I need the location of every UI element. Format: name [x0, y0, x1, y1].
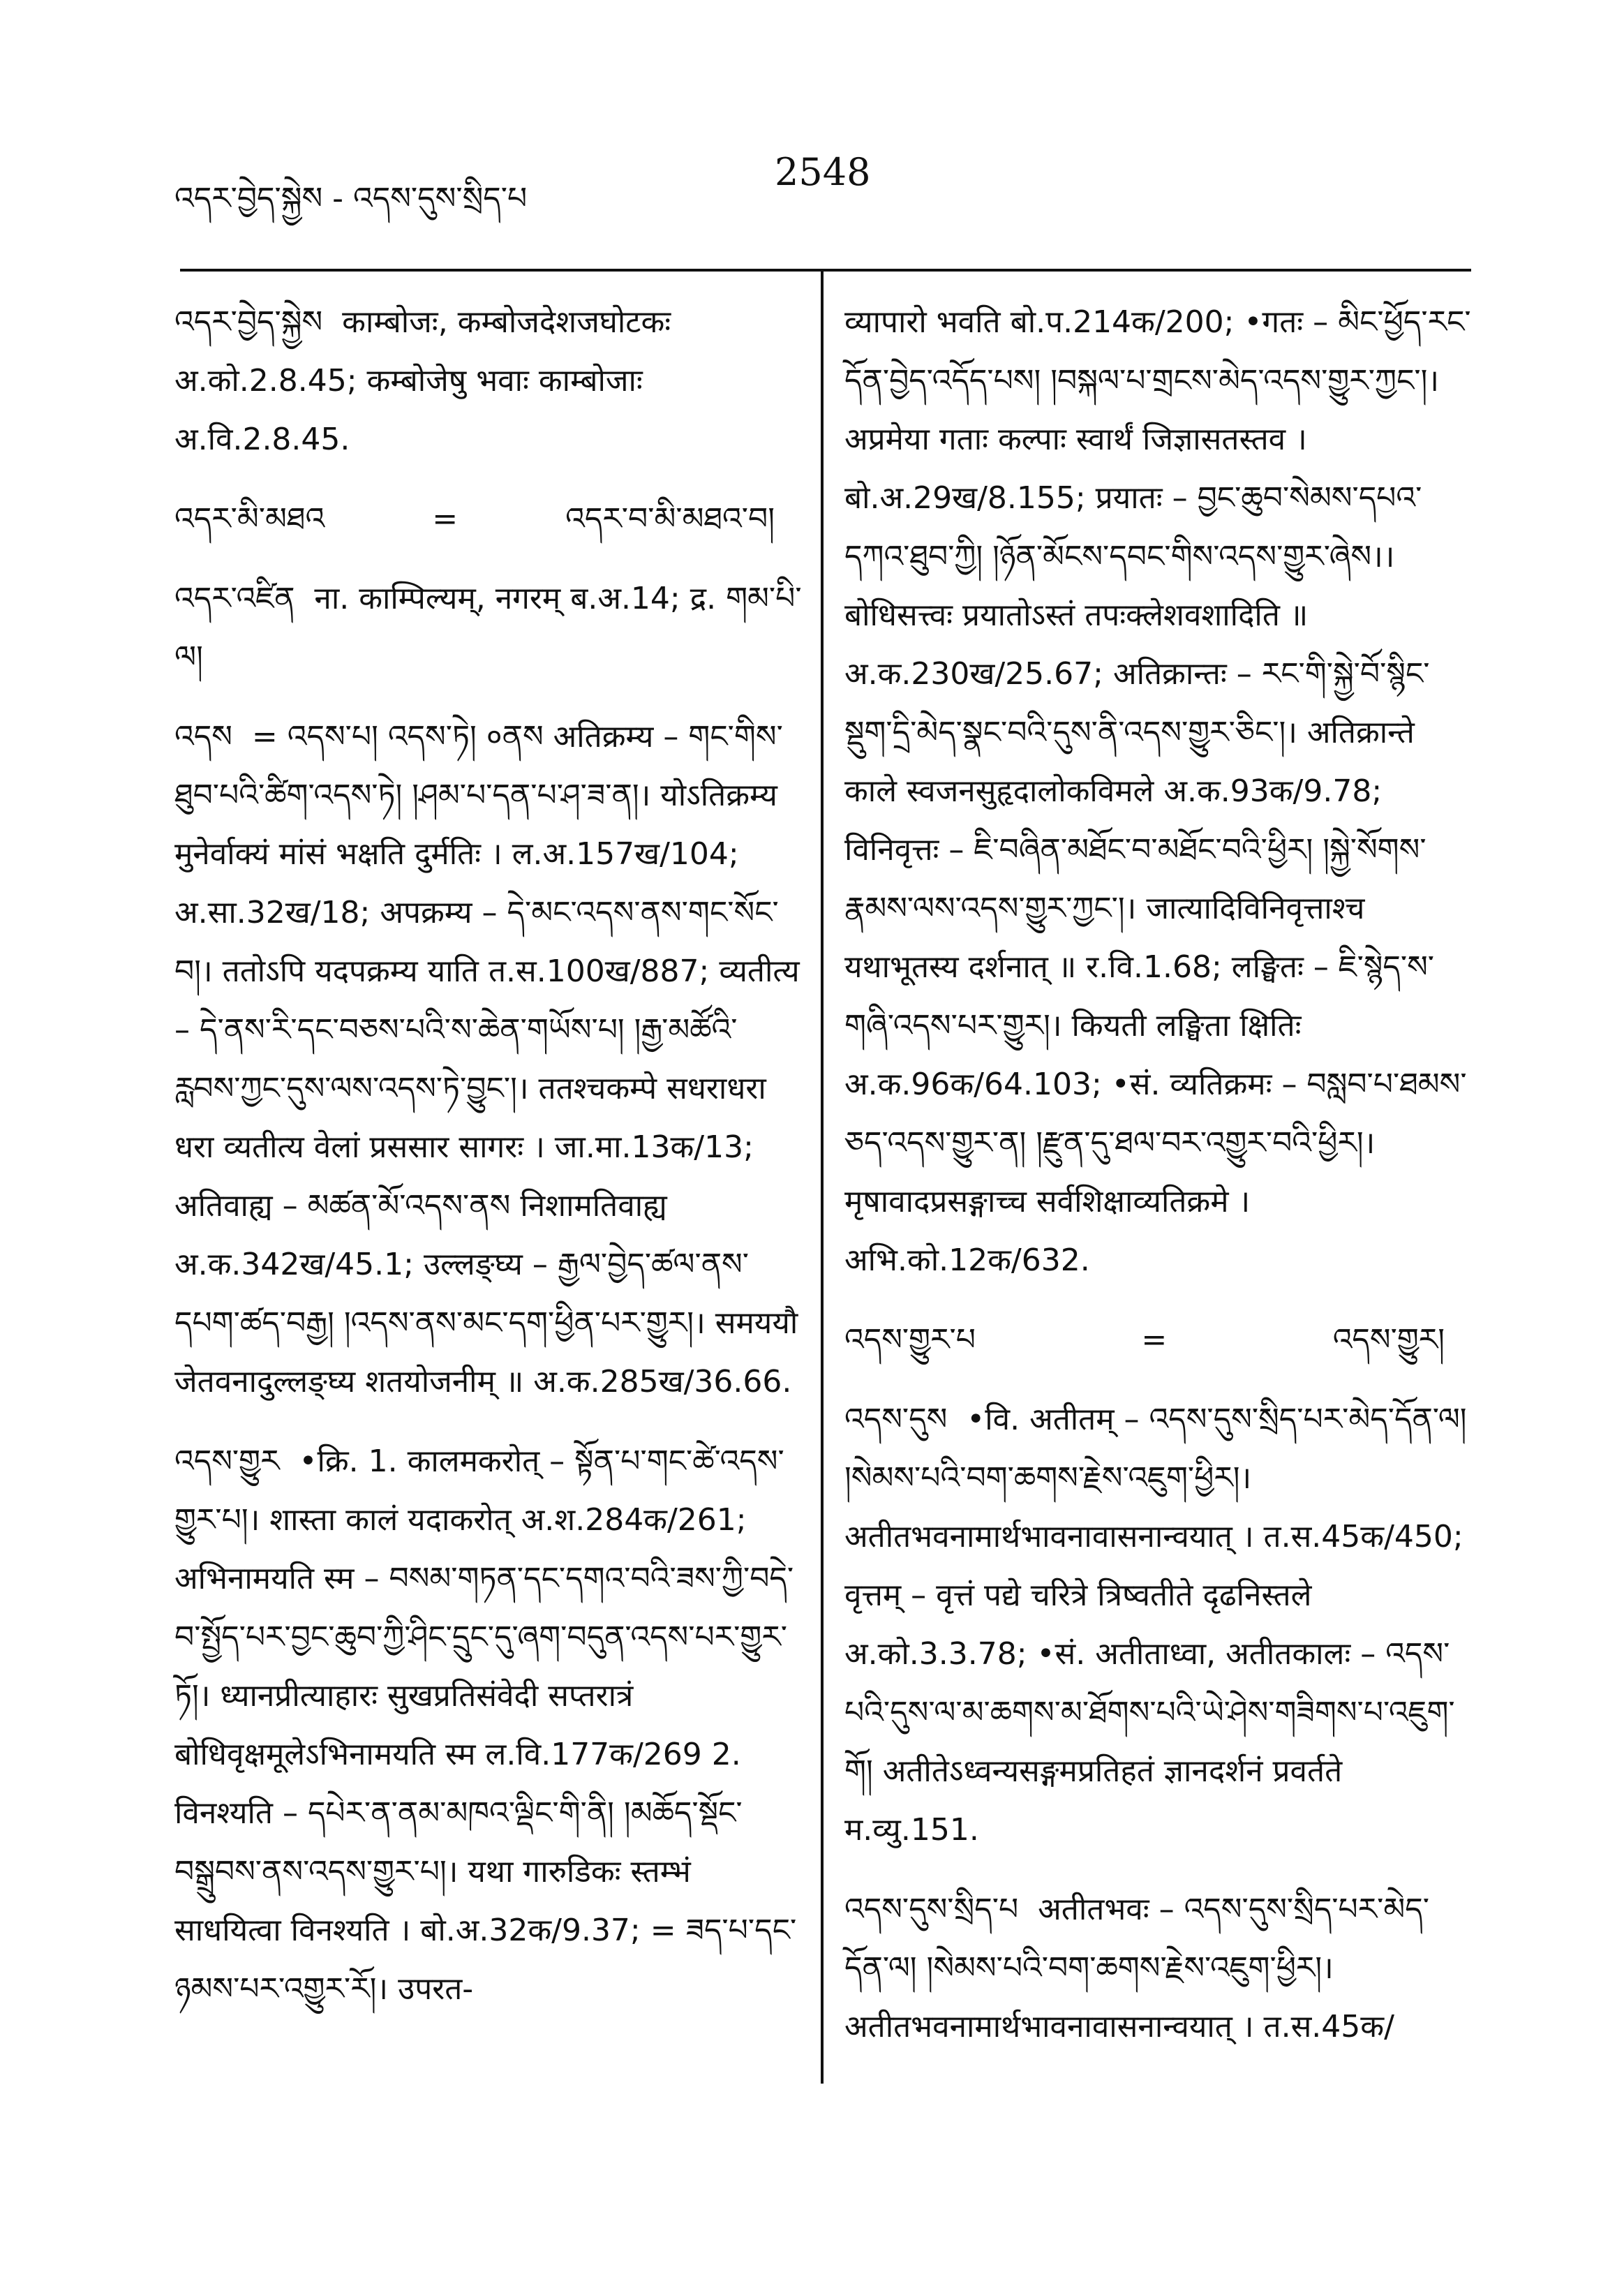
entry-text: ना. काम्पिल्यम्, नगरम् ब.अ.14; द्र. གམ་པི་ལ། — [174, 581, 802, 675]
entry-text: •क्रि. 1. कालमकरोत् – སྟོན་པ་གང་ཚེ་འདས་གྱུར་པ།। शास्ता कालं यदाकरोत् अ.श.284क/261; अभिनामयति स्म – བསམ་གཏན་དང་དགའ་བའི་ཟས་ཀྱི་བདེ་བ་སྤྱོད་པར་བྱང་ཆུབ་ཀྱི་ཤིང་དྲུང་དུ་ཞག་བདུན་འདས་པར་གྱུར་ཏོ།। ध्यानप्रीत्याहारः सुखप्रतिसंवेदी सप्तरात्रं बोधिवृक्षमूलेऽभिनामयति स्म ल.वि.177क/269 2. विनश्यति – དཔེར་ན་ནམ་མཁའ་ལྡིང་གི་ནི། །མཆོད་སྡོང་བསྒྲུབས་ནས་འདས་གྱུར་པ།। यथा गारुडिकः स्तम्भं साधयित्वा विनश्यति । बो.अ.32क/9.37; = ཟད་པ་དང་ཉམས་པར་འགྱུར་རོ།। उपरत- — [174, 1444, 797, 2007]
entry-headword: འདར་མི་མཐའ — [174, 501, 325, 537]
page-number: 2548 — [775, 150, 871, 194]
entry-continuation — [844, 293, 1473, 1290]
entry-headword: འདས་གྱུར — [174, 1444, 280, 1479]
column-divider — [821, 269, 824, 2084]
running-head: འདར་བྱེད་སྐྱེས - འདས་དུས་སྲིད་པ — [174, 181, 528, 216]
dictionary-entry — [844, 1880, 1473, 2056]
entry-headword: འདར་འཛིན — [174, 581, 295, 616]
entry-text: अतीतभवः – འདས་དུས་སྲིད་པར་མེད་དོན་ལ། །སེམས་པའི་བག་ཆགས་རྗེས་འཇུག་ཕྱིར།। अतीतभवनामार्थभावनावासनान्वयात् । त.स.45क/ — [844, 1892, 1430, 2045]
header-rule — [180, 269, 1471, 272]
dictionary-entry — [174, 570, 803, 687]
dictionary-entry — [844, 1390, 1473, 1860]
xref-target: འདར་བ་མི་མཐའ་བ། — [565, 501, 775, 537]
entry-text: व्यापारो भवति बो.प.214क/200; •गतः – མིང་ཕྱོད་རང་དོན་བྱེད་འདོད་པས། །བསྐལ་པ་གྲངས་མེད་འདས་གྱུར་ཀྱང་།। अप्रमेया गताः कल्पाः स्वार्थं जिज्ञासतस्तव । बो.अ.29ख/8.155; प्रयातः – བྱང་ཆུབ་སེམས་དཔའ་དཀའ་ཐུབ་ཀྱི། །ཉོན་མོངས་དབང་གིས་འདས་གྱུར་ཞེས।। बोधिसत्त्वः प्रयातोऽस्तं तपःक्लेशवशादिति ॥ अ.क.230ख/25.67; अतिक्रान्तः – རང་གི་སྐྱེ་བོ་སྙིང་སྡུག་དྲི་མེད་སྣང་བའི་དུས་ནི་འདས་གྱུར་ཅིང་།। अतिक्रान्ते काले स्वजनसुहृदालोकविमले अ.क.93क/9.78; विनिवृत्तः – ཇི་བཞིན་མཐོང་བ་མཐོང་བའི་ཕྱིར། །སྐྱེ་སོགས་རྣམས་ལས་འདས་གྱུར་ཀྱང་།। जात्यादिविनिवृत्ताश्च यथाभूतस्य दर्शनात् ॥ र.वि.1.68; लङ्घितः – ཇི་སྙེད་ས་གཞི་འདས་པར་གྱུར།। कियती लङ्घिता क्षितिः अ.क.96क/64.103; •सं. व्यतिक्रमः – བསླབ་པ་ཐམས་ཅད་འདས་གྱུར་ན། །རྫུན་དུ་ཐལ་བར་འགྱུར་བའི་ཕྱིར།। मृषावादप्रसङ्गाच्च सर्वशिक्षाव्यतिक्रमे । अभि.को.12क/632. — [844, 304, 1471, 1278]
entry-headword: འདས་དུས་སྲིད་པ — [844, 1892, 1019, 1927]
xref-target: འདས་གྱུར། — [1332, 1322, 1445, 1358]
cross-reference-entry — [174, 490, 803, 549]
entry-headword: འདར་བྱེད་སྐྱེས — [174, 304, 323, 340]
dictionary-entry — [174, 708, 803, 1411]
entry-headword: འདས་གྱུར་པ — [844, 1322, 976, 1358]
entry-headword: འདས་དུས — [844, 1402, 948, 1437]
cross-reference-entry — [844, 1311, 1473, 1370]
entry-text: काम्बोजः, कम्बोजदेशजघोटकः अ.को.2.8.45; कम्बोजेषु भवाः काम्बोजाः अ.वि.2.8.45. — [174, 304, 671, 457]
dictionary-entry — [174, 293, 803, 469]
equals-sign: = — [1141, 1322, 1168, 1358]
right-column — [844, 293, 1473, 2077]
left-column — [174, 293, 803, 2040]
equals-sign: = — [432, 501, 459, 537]
entry-text: = འདས་པ། འདས་ཏེ། ०ནས अतिक्रम्य – གང་གིས་ཐུབ་པའི་ཚིག་འདས་ཏེ། །ཤམ་པ་དན་པ་ཤ་ཟ་ན།। योऽतिक्रम्य मुनेर्वाक्यं मांसं भक्षति दुर्मतिः । ल.अ.157ख/104; अ.सा.32ख/18; अपक्रम्य – དེ་མང་འདས་ནས་གང་སོང་བ།। ततोऽपि यदपक्रम्य याति त.स.100ख/887; व्यतीत्य – དེ་ནས་རི་དང་བཅས་པའི་ས་ཆེན་གཡོས་པ། །རྒྱ་མཚོའི་རླབས་ཀྱང་དུས་ལས་འདས་ཏེ་བྱུང་།। ततश्चकम्पे सधराधरा धरा व्यतीत्य वेलां प्रससार सागरः । जा.मा.13क/13; अतिवाह्य – མཚན་མོ་འདས་ནས निशामतिवाह्य अ.क.342ख/45.1; उल्लङ्घ्य – རྒྱལ་བྱེད་ཚལ་ནས་དཔག་ཚད་བརྒྱ། །འདས་ནས་མང་དག་ཕྱིན་པར་གྱུར།। समययौ जेतवनादुल्लङ्घ्य शतयोजनीम् ॥ अ.क.285ख/36.66. — [174, 719, 800, 1400]
page-header — [174, 150, 1473, 216]
entry-headword: འདས — [174, 719, 232, 755]
entry-text: •वि. अतीतम् – འདས་དུས་སྲིད་པར་མེད་དོན་ལ། །སེམས་པའི་བག་ཆགས་རྗེས་འཇུག་ཕྱིར།। अतीतभवनामार्थभावनावासनान्वयात् । त.स.45क/450; वृत्तम् – वृत्तं पद्ये चरित्रे त्रिष्वतीते दृढनिस्तले अ.को.3.3.78; •सं. अतीताध्वा, अतीतकालः – འདས་པའི་དུས་ལ་མ་ཆགས་མ་ཐོགས་པའི་ཡེ་ཤེས་གཟིགས་པ་འཇུག་གོ། अतीतेऽध्वन्यसङ्गमप्रतिहतं ज्ञानदर्शनं प्रवर्तते म.व्यु.151. — [844, 1402, 1467, 1848]
dictionary-entry — [174, 1432, 803, 2019]
